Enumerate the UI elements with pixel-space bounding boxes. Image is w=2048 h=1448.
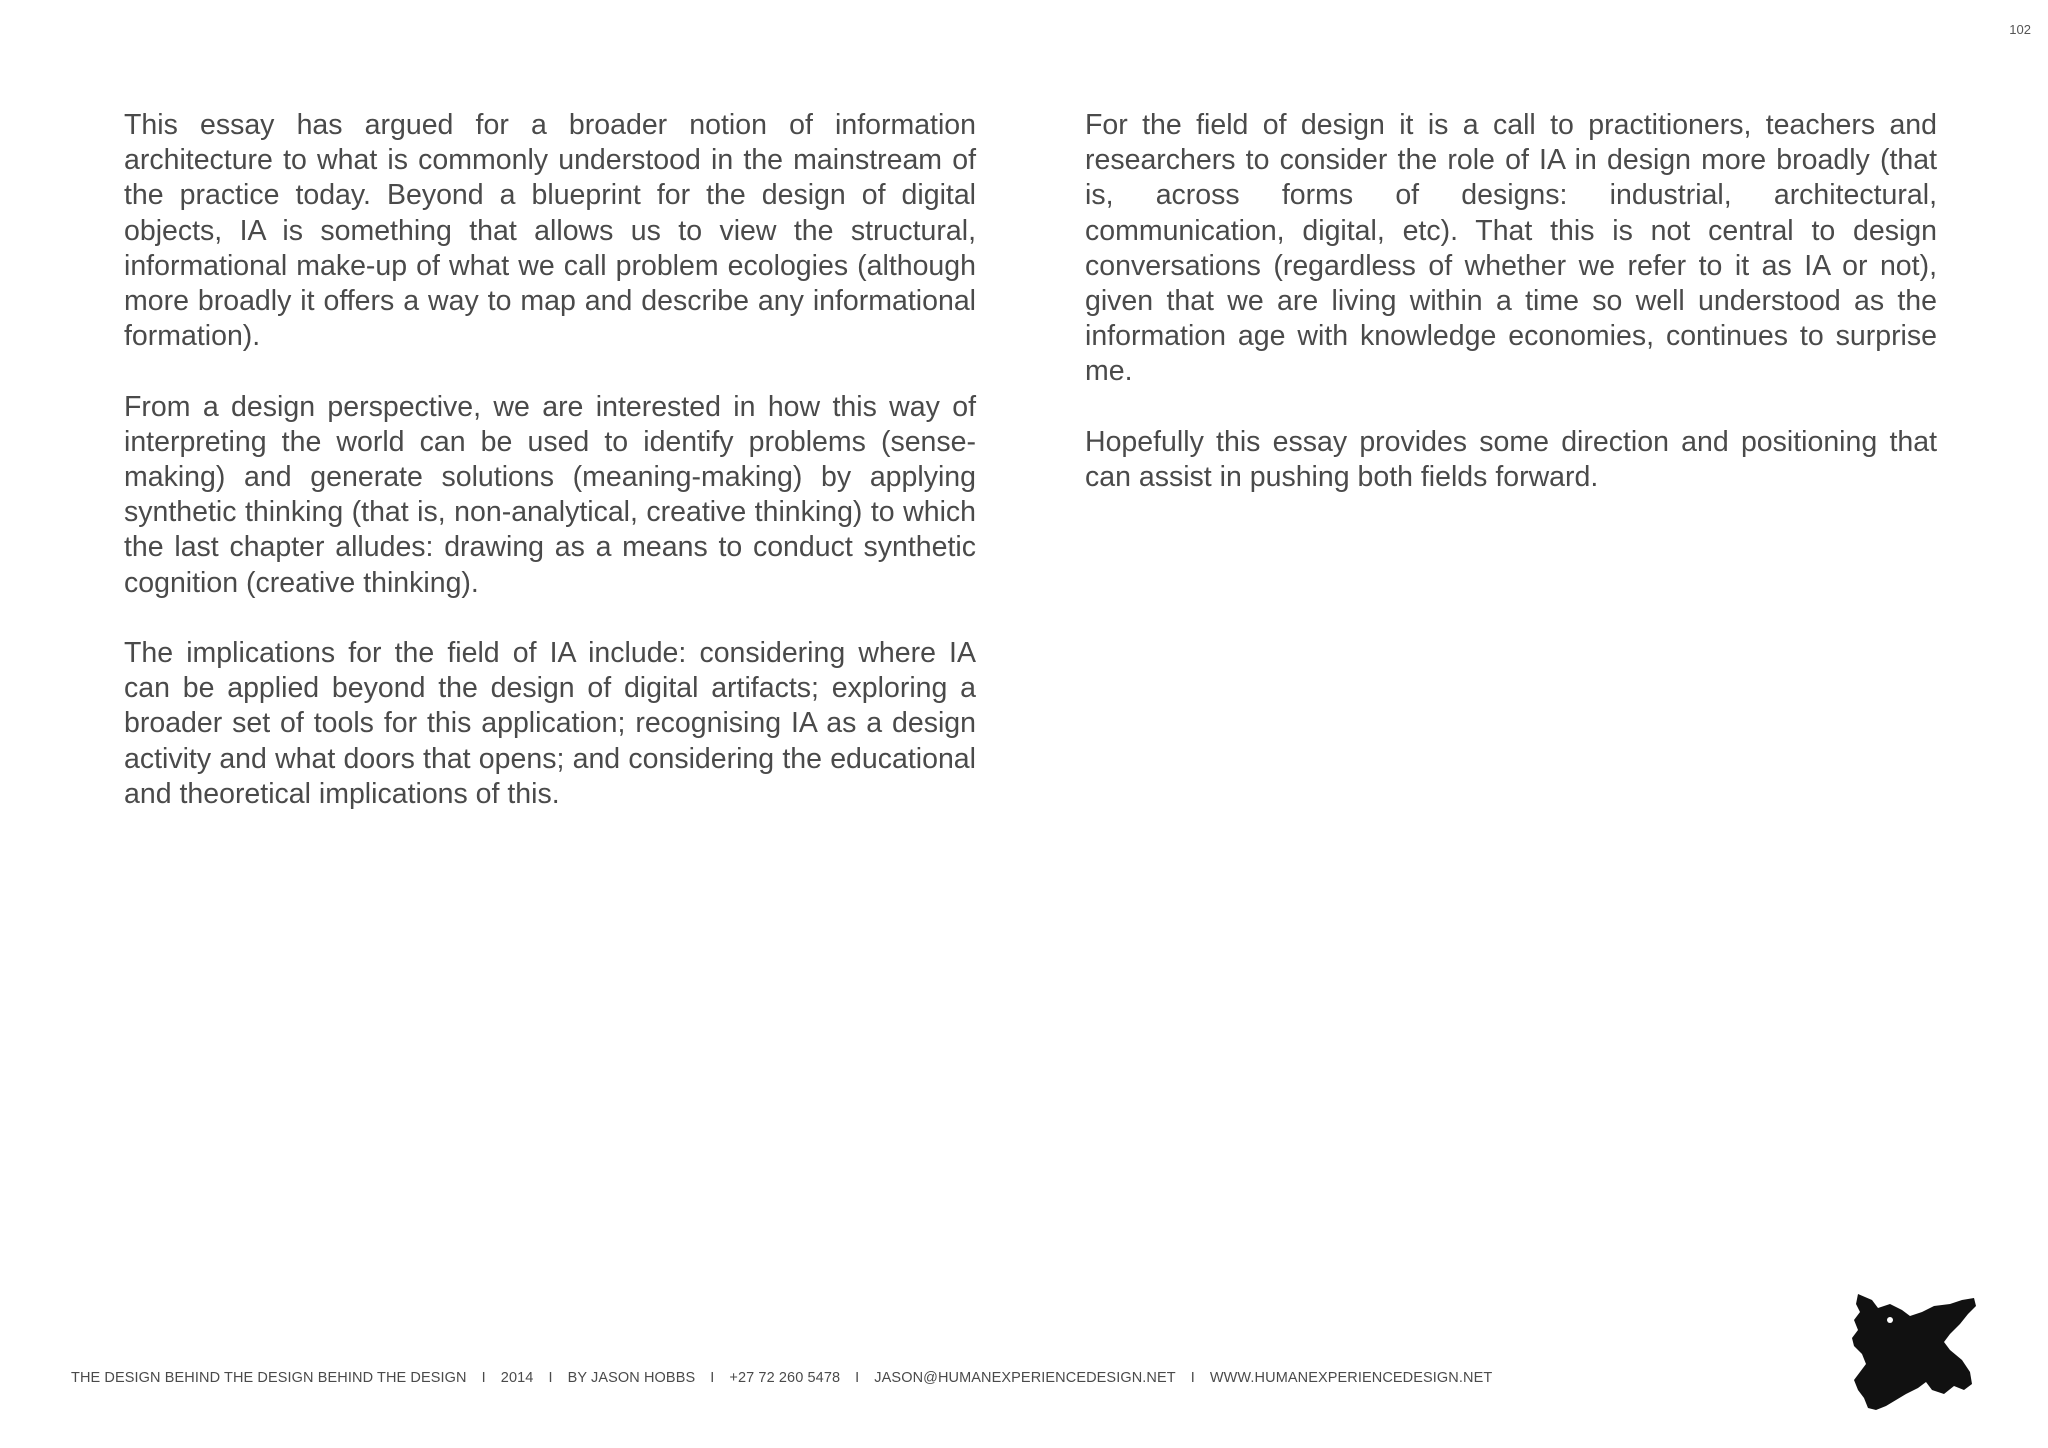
footer xyxy=(71,1370,1492,1386)
page-number: 102 xyxy=(2009,22,2031,37)
creature-logo-icon xyxy=(1850,1290,1982,1412)
footer-website: WWW.HUMANEXPERIENCEDESIGN.NET xyxy=(1209,1370,1493,1386)
left-paragraph-3: The implications for the field of IA include: considering where IA can be applied beyond the design of digital artifacts; exploring a broader set of tools for this application; recognising IA as a design activity and what doors that opens; and considering the educational and theoretical implications of this. xyxy=(124,637,976,810)
footer-phone: +27 72 260 5478 xyxy=(729,1370,841,1386)
footer-year: 2014 xyxy=(500,1370,534,1386)
right-column xyxy=(1085,108,1937,495)
footer-separator: I xyxy=(548,1370,553,1386)
footer-separator: I xyxy=(855,1370,860,1386)
footer-separator: I xyxy=(481,1370,486,1386)
left-paragraph-1: This essay has argued for a broader notion of information architecture to what is commonly understood in the mainstream of the practice today. Beyond a blueprint for the design of digital objects, IA is something that allows us to view the structural, informational make-up of what we call problem ecologies (although more broadly it offers a way to map and describe any informational formation). xyxy=(124,109,976,353)
footer-title: THE DESIGN BEHIND THE DESIGN BEHIND THE DESIGN xyxy=(71,1370,467,1386)
right-paragraph-1: For the field of design it is a call to practitioners, teachers and researchers to consider the role of IA in design more broadly (that is, across forms of designs: industrial, architectural, communication, digital, etc). That this is not central to design conversations (regardless of whether we refer to it as IA or not), given that we are living within a time so well understood as the information age with knowledge economies, continues to surprise me. xyxy=(1085,109,1937,388)
left-paragraph-2: From a design perspective, we are interested in how this way of interpreting the world can be used to identify problems (sense-making) and generate solutions (meaning-making) by applying synthetic thinking (that is, non-analytical, creative thinking) to which the last chapter alludes: drawing as a means to conduct synthetic cognition (creative thinking). xyxy=(124,390,976,599)
footer-author: BY JASON HOBBS xyxy=(567,1370,696,1386)
left-column xyxy=(124,108,976,812)
footer-email: JASON@HUMANEXPERIENCEDESIGN.NET xyxy=(874,1370,1176,1386)
footer-separator: I xyxy=(710,1370,715,1386)
right-paragraph-2: Hopefully this essay provides some direction and positioning that can assist in pushing both fields forward. xyxy=(1085,425,1937,494)
footer-separator: I xyxy=(1190,1370,1195,1386)
